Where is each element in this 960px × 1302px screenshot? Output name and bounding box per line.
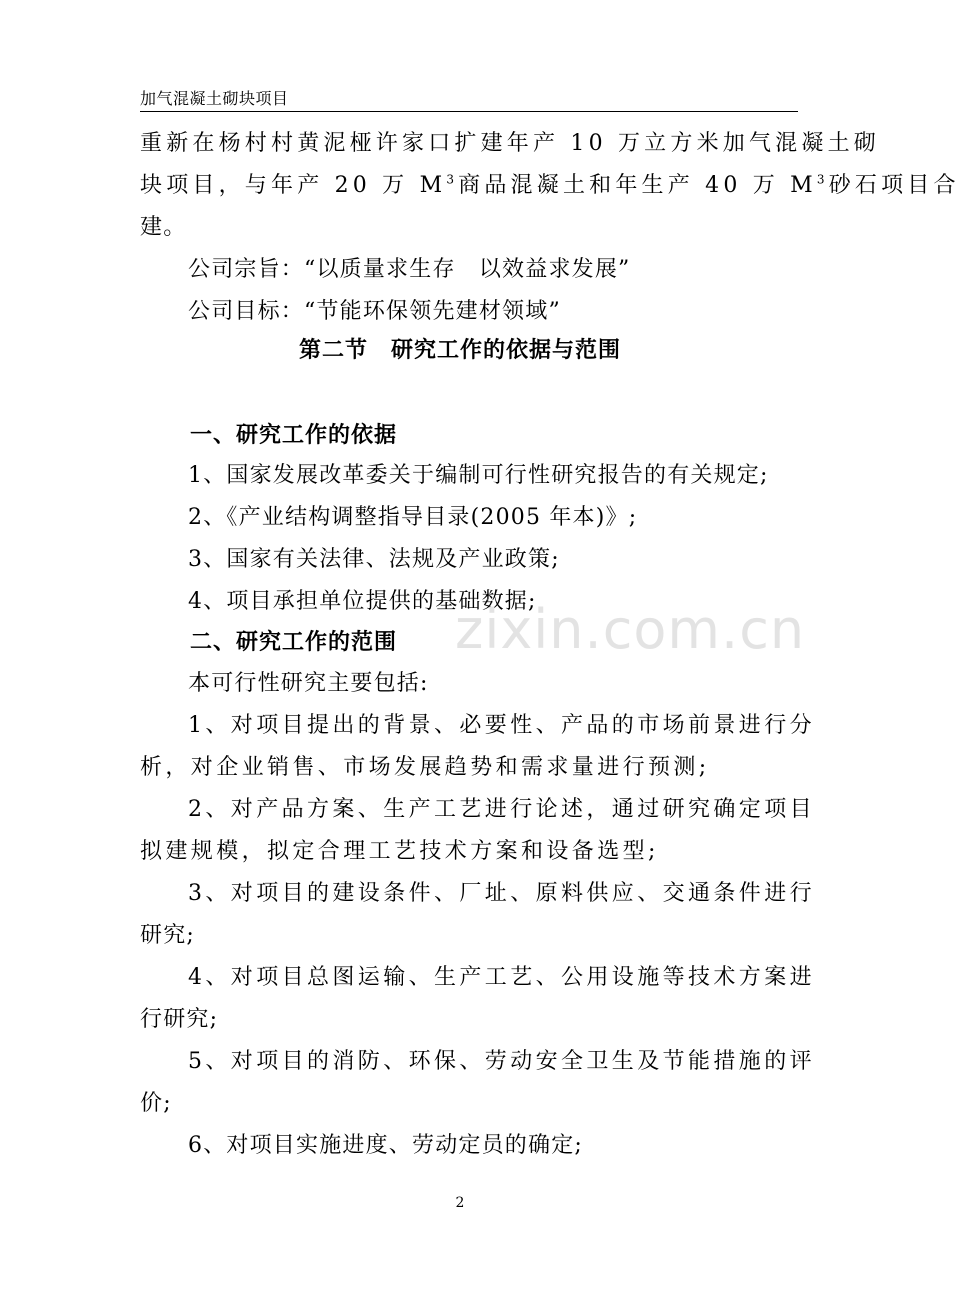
- basis-item-2: 2、《产业结构调整指导目录(2005 年本)》;: [188, 505, 638, 530]
- scope-item-4-line-2: 行研究;: [140, 1007, 219, 1032]
- basis-item-4: 4、项目承担单位提供的基础数据;: [188, 589, 537, 614]
- intro-line-2b: 商品混凝土和年生产 40 万 M: [458, 173, 817, 198]
- intro-line-2a: 块项目，与年产 20 万 M: [140, 173, 447, 198]
- scope-item-3-line-2: 研究;: [140, 923, 196, 948]
- company-goal: 公司目标：“节能环保领先建材领域”: [188, 299, 561, 324]
- superscript-3: 3: [446, 172, 459, 187]
- superscript-3: 3: [816, 172, 829, 187]
- page-header-title: 加气混凝土砌块项目: [140, 89, 289, 108]
- scope-intro: 本可行性研究主要包括:: [188, 671, 429, 696]
- scope-heading: 二、研究工作的范围: [190, 629, 398, 655]
- intro-line-2: [140, 172, 960, 200]
- intro-line-2c: 砂石项目合: [828, 173, 960, 198]
- scope-item-1-line-2: 析，对企业销售、市场发展趋势和需求量进行预测;: [140, 755, 710, 780]
- intro-line-3: 建。: [140, 215, 187, 240]
- scope-item-2-line-1: 2、对产品方案、生产工艺进行论述，通过研究确定项目: [188, 797, 815, 822]
- basis-item-1: 1、国家发展改革委关于编制可行性研究报告的有关规定;: [188, 463, 769, 488]
- scope-item-1-line-1: 1、对项目提出的背景、必要性、产品的市场前景进行分: [188, 713, 815, 738]
- watermark-text: zixin.com.cn: [455, 598, 806, 661]
- scope-item-5-line-1: 5、对项目的消防、环保、劳动安全卫生及节能措施的评: [188, 1049, 815, 1074]
- section-title: 第二节 研究工作的依据与范围: [298, 337, 621, 363]
- basis-item-3: 3、国家有关法律、法规及产业政策;: [188, 547, 560, 572]
- scope-item-2-line-2: 拟建规模，拟定合理工艺技术方案和设备选型;: [140, 839, 659, 864]
- scope-item-3-line-1: 3、对项目的建设条件、厂址、原料供应、交通条件进行: [188, 881, 815, 906]
- page-number: 2: [455, 1195, 465, 1211]
- intro-line-1: 重新在杨村村黄泥桠许家口扩建年产 10 万立方米加气混凝土砌: [140, 131, 880, 156]
- scope-item-4-line-1: 4、对项目总图运输、生产工艺、公用设施等技术方案进: [188, 965, 815, 990]
- basis-heading: 一、研究工作的依据: [190, 422, 398, 448]
- company-tenet: 公司宗旨：“以质量求生存 以效益求发展”: [188, 257, 631, 282]
- scope-item-6: 6、对项目实施进度、劳动定员的确定;: [188, 1133, 584, 1158]
- header-divider: [140, 111, 798, 112]
- scope-item-5-line-2: 价;: [140, 1091, 172, 1116]
